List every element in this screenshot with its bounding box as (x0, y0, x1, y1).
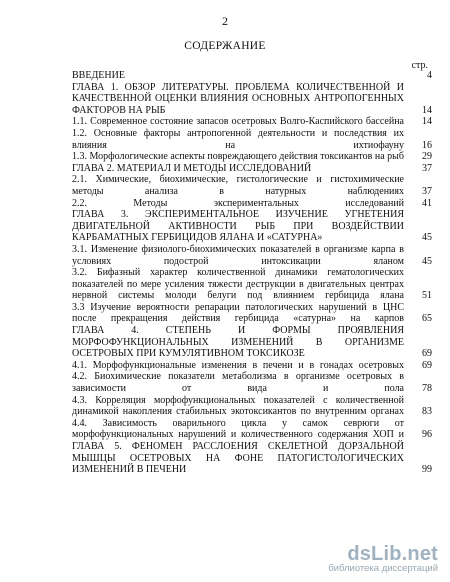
toc-chapter-entry (72, 441, 432, 476)
toc-entry-page: 4 (427, 70, 432, 81)
toc-entry-page: 14 (422, 104, 432, 116)
toc-chapter-entry (72, 82, 432, 117)
toc-entry-text: 2.2. Методы экспериментальных исследований ..... (72, 198, 432, 210)
toc-entry-text: 4.3. Корреляция морфофункциональных показателей с количественной динамикой накопления стабильных экотоксикантов по внутренним органах ..... (72, 395, 432, 418)
toc-section-entry (72, 302, 432, 325)
toc-entry-text: ГЛАВА 4. СТЕПЕНЬ И ФОРМЫ ПРОЯВЛЕНИЯ МОРФОФУНКЦИОНАЛЬНЫХ ИЗМЕНЕНИЙ В ОРГАНИЗМЕ ОСЕТРОВЫХ ПРИ КУМУЛЯТИВНОМ ТОКСИКОЗЕ (72, 325, 404, 360)
toc-section-entry (72, 244, 432, 267)
toc-section-entry (72, 371, 432, 394)
toc-entry-page: 96 (422, 429, 432, 441)
watermark-brand: dsLib.net (347, 543, 438, 565)
toc-entry-page: 69 (422, 348, 432, 360)
toc-entry-text: ВВЕДЕНИЕ ..... (72, 70, 432, 82)
toc-entry-page: 45 (422, 232, 432, 244)
toc-entry-page: 41 (422, 197, 432, 209)
toc-section-entry (72, 116, 432, 128)
page-number: 2 (222, 14, 228, 28)
toc-entry-page: 37 (422, 185, 432, 197)
toc-entry-text: 1.1. Современное состояние запасов осетровых Волго-Каспийского бассейна ..... (72, 116, 432, 128)
toc-chapter-entry (72, 209, 432, 244)
table-of-contents (72, 70, 432, 476)
toc-section-entry (72, 174, 432, 197)
toc-entry-text: 1.2. Основные факторы антропогенной деятельности и последствия их влияния на ихтиофауну ..... (72, 128, 432, 151)
toc-entry-page: 14 (422, 116, 432, 128)
toc-entry-page: 37 (422, 162, 432, 174)
toc-section-entry (72, 198, 432, 210)
toc-entry-page: 69 (422, 359, 432, 371)
toc-entry-text: 3.3 Изучение вероятности репарации патологических нарушений в ЦНС после прекращения действия гербицида «сатурна» на карпов ..... (72, 302, 432, 325)
toc-section-entry (72, 151, 432, 163)
toc-entry-page: 16 (422, 139, 432, 151)
toc-section-entry (72, 267, 432, 302)
toc-entry-text: ГЛАВА 2. МАТЕРИАЛ И МЕТОДЫ ИССЛЕДОВАНИЙ (72, 162, 312, 174)
toc-entry-text: 3.1. Изменение физиолого-биохимических показателей в организме карпа в условиях подострой интоксикации яланом ..... (72, 244, 432, 267)
toc-entry-page: 45 (422, 255, 432, 267)
toc-entry-page: 78 (422, 383, 432, 395)
toc-title: СОДЕРЖАНИЕ (184, 40, 266, 52)
toc-chapter-entry (72, 325, 432, 360)
watermark-subtitle: библиотека диссертаций (328, 563, 438, 574)
toc-section-entry (72, 70, 432, 82)
page-column-label: стр. (411, 60, 428, 71)
toc-entry-text: ГЛАВА 1. ОБЗОР ЛИТЕРАТУРЫ. ПРОБЛЕМА КОЛИЧЕСТВЕННОЙ И КАЧЕСТВЕННОЙ ОЦЕНКИ ВЛИЯНИЯ ОСНОВНЫХ АНТРОПОГЕННЫХ ФАКТОРОВ НА РЫБ (72, 81, 404, 116)
toc-entry-text: 4.2. Биохимические показатели метаболизма в организме осетровых в зависимости от вида и пола ..... (72, 371, 432, 394)
toc-entry-text: 4.1. Морфофункциональные изменения в печени и в гонадах осетровых ..... (72, 360, 432, 372)
toc-entry-text: 1.3. Морфологические аспекты повреждающего действия токсикантов на рыб ..... (72, 151, 432, 163)
toc-entry-page: 83 (422, 406, 432, 418)
toc-entry-page: 65 (422, 313, 432, 325)
toc-entry-text: ГЛАВА 3. ЭКСПЕРИМЕНТАЛЬНОЕ ИЗУЧЕНИЕ УГНЕТЕНИЯ ДВИГАТЕЛЬНОЙ АКТИВНОСТИ РЫБ ПРИ ВОЗДЕЙСТВИИ КАРБАМАТНЫХ ГЕРБИЦИДОВ ЯЛАНА И «САТУРНА» (72, 209, 404, 244)
toc-section-entry (72, 418, 432, 441)
toc-entry-page: 29 (422, 151, 432, 163)
toc-entry-page: 51 (422, 290, 432, 302)
toc-entry-text: ГЛАВА 5. ФЕНОМЕН РАССЛОЕНИЯ СКЕЛЕТНОЙ ДОРЗАЛЬНОЙ МЫШЦЫ ОСЕТРОВЫХ НА ФОНЕ ПАТОГИСТОЛОГИЧЕСКИХ ИЗМЕНЕНИЙ В ПЕЧЕНИ (72, 441, 404, 476)
toc-entry-page: 99 (422, 464, 432, 476)
toc-chapter-entry (72, 163, 432, 175)
toc-entry-text: 4.4. Зависимость оварильного цикла у самок севрюги от морфофункциональных нарушений и количественного содержания ХОП и ..... (72, 418, 432, 441)
toc-section-entry (72, 360, 432, 372)
toc-section-entry (72, 128, 432, 151)
watermark-logo (328, 543, 438, 574)
toc-entry-text: 3.2. Бифазный характер количественной динамики гематологических показателей по мере усиления тяжести деструкции в двигательных центрах нервной системы молоди белуги под влиянием гербицида ялана ..... (72, 267, 432, 302)
toc-section-entry (72, 395, 432, 418)
toc-entry-text: 2.1. Химические, биохимические, гистологические и гистохимические методы анализа в натурных наблюдениях ..... (72, 174, 432, 197)
